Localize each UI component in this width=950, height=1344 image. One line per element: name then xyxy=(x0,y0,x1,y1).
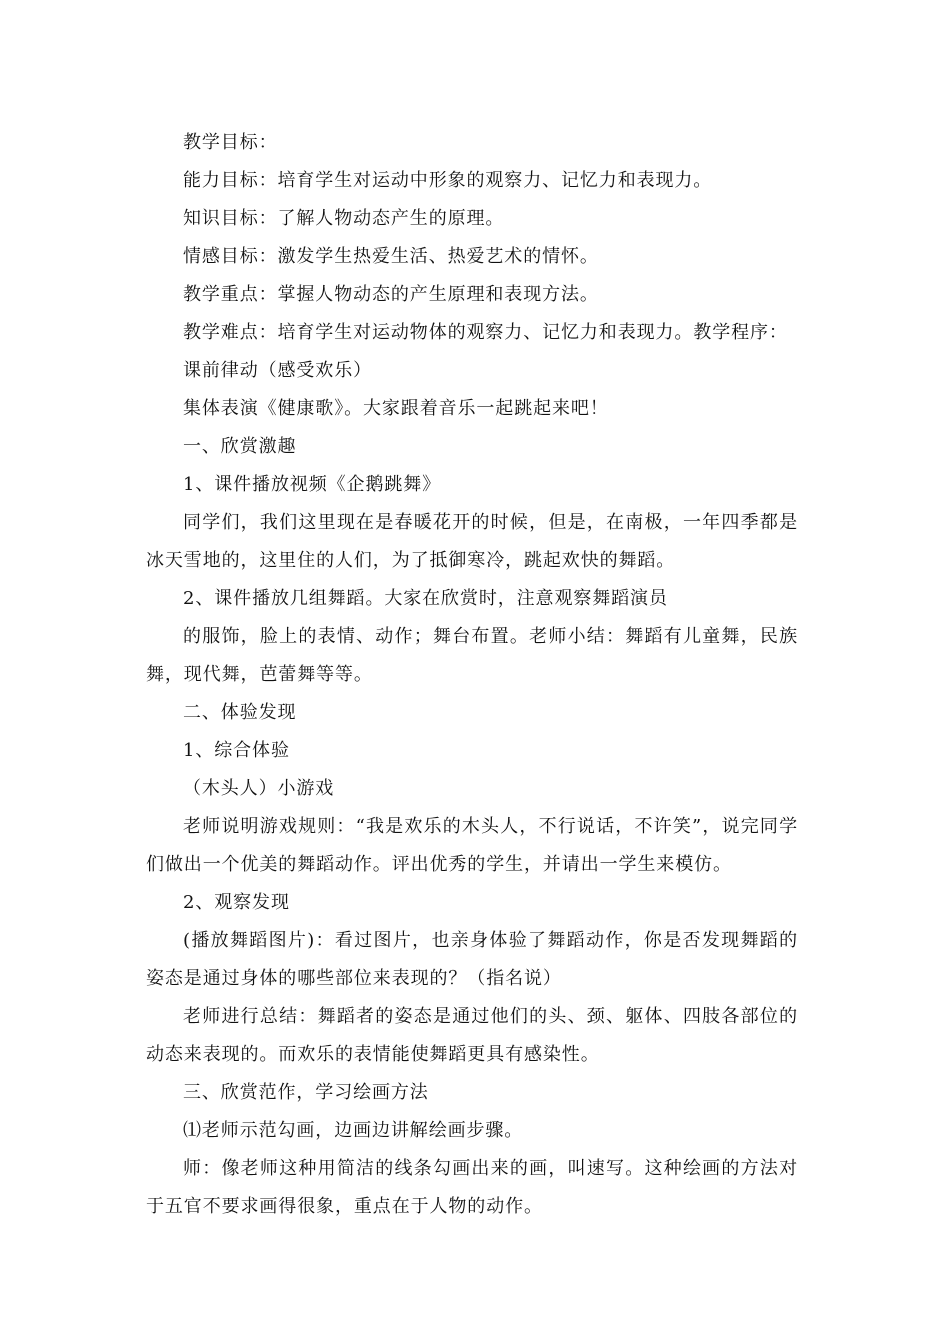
section-one-heading: 一、欣赏激趣 xyxy=(183,436,297,457)
pre-class-rhythm: 课前律动（感受欢乐） xyxy=(183,360,372,381)
emotion-goal: 情感目标：激发学生热爱生活、热爱艺术的情怀。 xyxy=(183,246,599,267)
antarctic-paragraph: 同学们，我们这里现在是春暖花开的时候，但是，在南极，一年四季都是冰天雪地的，这里住的人们，为了抵御寒冷，跳起欢快的舞蹈。 xyxy=(146,512,798,571)
knowledge-goal: 知识目标：了解人物动态产生的原理。 xyxy=(183,208,505,229)
ability-goal: 能力目标：培育学生对运动中形象的观察力、记忆力和表现力。 xyxy=(183,170,713,191)
document-body xyxy=(146,124,798,1226)
teacher-summary-dance: 的服饰，脸上的表情、动作；舞台布置。老师小结：舞蹈有儿童舞，民族舞，现代舞，芭蕾舞等等。 xyxy=(146,626,798,685)
teaching-difficulty: 教学难点：培育学生对运动物体的观察力、记忆力和表现力。教学程序： xyxy=(183,322,788,343)
heading-teaching-goals: 教学目标： xyxy=(183,132,278,153)
teacher-conclusion: 老师进行总结：舞蹈者的姿态是通过他们的头、颈、躯体、四肢各部位的动态来表现的。而欢乐的表情能使舞蹈更具有感染性。 xyxy=(146,1006,798,1065)
wooden-man-game: （木头人）小游戏 xyxy=(183,778,335,799)
teaching-key-point: 教学重点：掌握人物动态的产生原理和表现方法。 xyxy=(183,284,599,305)
teacher-demo: ⑴老师示范勾画，边画边讲解绘画步骤。 xyxy=(183,1120,524,1141)
sketch-explanation: 师：像老师这种用简洁的线条勾画出来的画，叫速写。这种绘画的方法对于五官不要求画得很象，重点在于人物的动作。 xyxy=(146,1158,798,1217)
comprehensive-experience: 1、综合体验 xyxy=(183,740,290,761)
observe-discover: 2、观察发现 xyxy=(183,892,290,913)
section-three-heading: 三、欣赏范作，学习绘画方法 xyxy=(183,1082,429,1103)
group-performance: 集体表演《健康歌》。大家跟着音乐一起跳起来吧！ xyxy=(183,398,609,419)
section-two-heading: 二、体验发现 xyxy=(183,702,297,723)
dance-pictures: (播放舞蹈图片)：看过图片，也亲身体验了舞蹈动作，你是否发现舞蹈的姿态是通过身体的哪些部位来表现的？（指名说） xyxy=(146,930,798,989)
penguin-video: 1、课件播放视频《企鹅跳舞》 xyxy=(183,474,442,495)
dance-groups: 2、课件播放几组舞蹈。大家在欣赏时，注意观察舞蹈演员 xyxy=(183,588,668,609)
game-rules: 老师说明游戏规则：“我是欢乐的木头人，不行说话，不许笑”，说完同学们做出一个优美的舞蹈动作。评出优秀的学生，并请出一学生来模仿。 xyxy=(146,816,798,875)
